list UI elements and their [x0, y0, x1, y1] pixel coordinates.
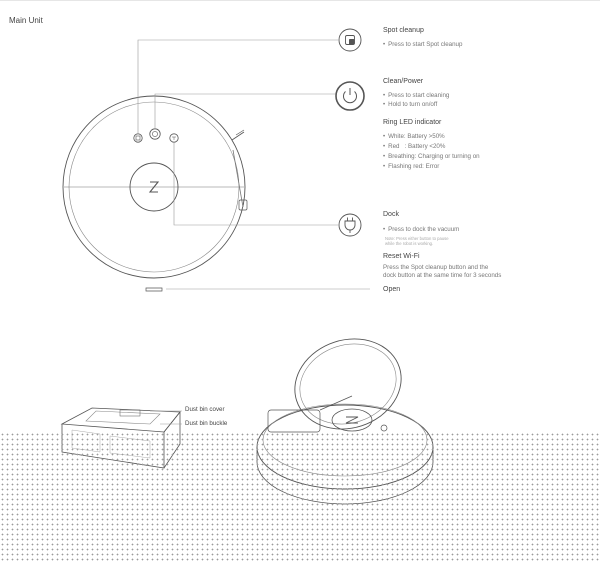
spot-cleanup-label: Spot cleanup	[383, 27, 424, 34]
dock-note-line-1: Note: Press either button to pause	[385, 236, 449, 241]
leader-lines	[138, 40, 370, 289]
reset-wifi-line-2: dock button at the same time for 3 seconds	[383, 271, 502, 279]
power-icon	[336, 82, 364, 110]
dock-icon	[339, 214, 361, 236]
robot-buttons	[134, 129, 178, 142]
ring-led-bullet-1: • White: Battery >50%	[383, 133, 445, 140]
dust-bin-leaders	[150, 411, 182, 424]
clean-power-bullet-1: • Press to start cleaning	[383, 92, 449, 99]
clean-power-bullet-2: • Hold to turn on/off	[383, 101, 437, 108]
dock-note	[385, 236, 449, 246]
reset-wifi-label: Reset Wi-Fi	[383, 253, 420, 260]
spot-cleanup-bullet: • Press to start Spot cleanup	[383, 41, 462, 48]
dust-bin-cover-label: Dust bin cover	[185, 406, 225, 413]
clean-power-label: Clean/Power	[383, 78, 424, 85]
dock-note-line-2: while the robot is working.	[385, 241, 434, 246]
section-title: Main Unit	[9, 16, 43, 25]
dust-bin	[62, 408, 180, 468]
reset-wifi-description	[383, 264, 501, 279]
spot-cleanup-icon	[339, 29, 361, 51]
ring-led-bullet-4: • Flashing red: Error	[383, 163, 439, 170]
ring-led-bullet-2: • Red : Battery <20%	[383, 143, 445, 150]
dock-label: Dock	[383, 211, 399, 218]
open-label: Open	[383, 286, 401, 293]
ring-led-bullet-3: • Breathing: Charging or turning on	[383, 153, 480, 160]
robot-lid-open	[257, 325, 433, 504]
dust-bin-buckle-label: Dust bin buckle	[185, 420, 228, 427]
ring-led-label: Ring LED indicator	[383, 119, 442, 126]
dock-bullet: • Press to dock the vacuum	[383, 226, 459, 233]
reset-wifi-line-1: Press the Spot cleanup button and the	[383, 264, 489, 271]
